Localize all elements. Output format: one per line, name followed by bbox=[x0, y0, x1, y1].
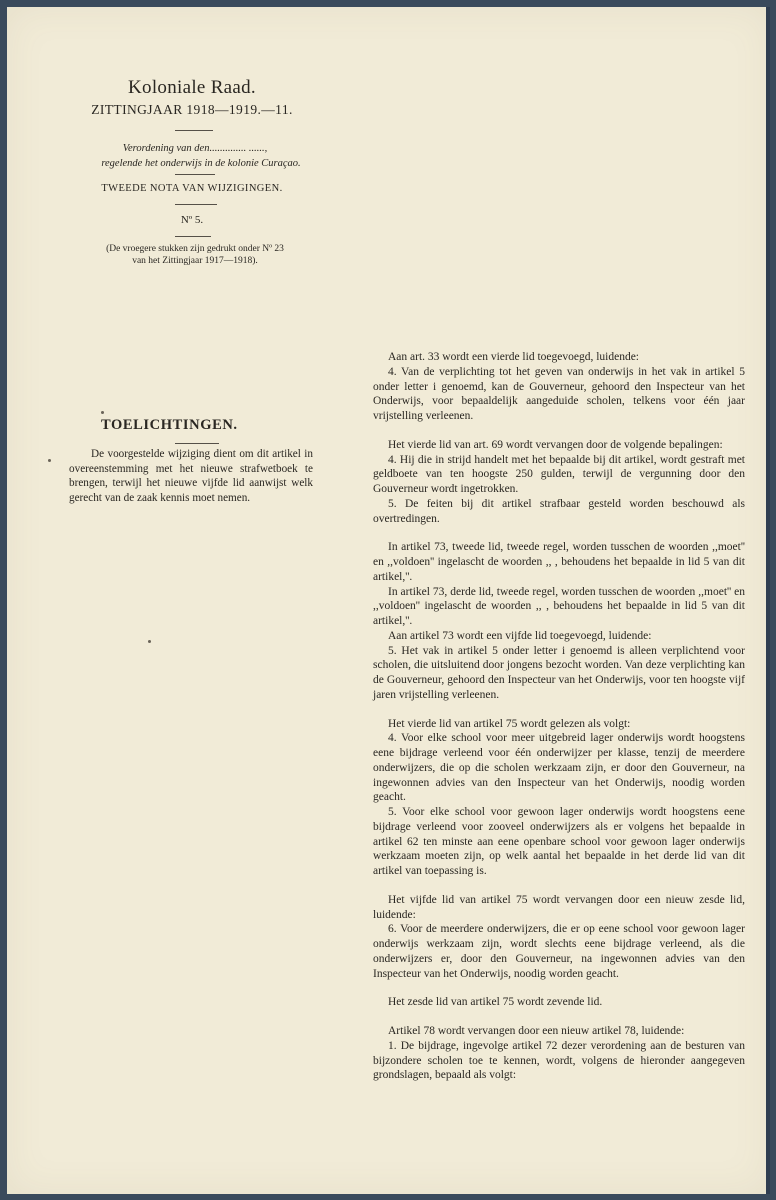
paragraph: Het zesde lid van artikel 75 wordt zevende lid. bbox=[388, 996, 603, 1009]
paragraph: Het vijfde lid van artikel 75 wordt vervangen door een nieuw zesde lid, luidende: bbox=[373, 893, 745, 921]
paragraph: 4. Van de verplichting tot het geven van onderwijs in het vak in artikel 5 onder letter i genoemd, kan de Gouverneur, gehoord den Inspecteur van het Onderwijs, voor bepaaldelijk aangeduide scholen, telkens voor één jaar vrijstelling verleenen. bbox=[373, 365, 745, 422]
paragraph: 5. De feiten bij dit artikel strafbaar gesteld worden beschouwd als overtredingen. bbox=[373, 497, 745, 525]
paragraph: 6. Voor de meerdere onderwijzers, die er op eene school voor gewoon lager onderwijs werkzaam zijn, wordt slechts eene bijdrage verleend, als die onderwijzers er, door den Gouverneur, na ingewonnen advies van den Inspecteur van het Onderwijs, noodig worden geacht. bbox=[373, 923, 745, 980]
nota-divider bbox=[175, 204, 217, 205]
earlier-documents-note bbox=[69, 243, 321, 267]
ink-speck bbox=[148, 640, 151, 643]
amendments-column bbox=[373, 350, 745, 1083]
paragraph: 1. De bijdrage, ingevolge artikel 72 dezer verordening aan de besturen van bijzondere scholen toe te kennen, wordt, volgens de hieronder aangegeven grondslagen, bepaald als volgt: bbox=[373, 1039, 745, 1082]
section-heading: TOELICHTINGEN. bbox=[101, 417, 238, 433]
paragraph: Artikel 78 wordt vervangen door een nieuw artikel 78, luidende: bbox=[388, 1025, 685, 1037]
paragraph: Aan artikel 73 wordt een vijfde lid toegevoegd, luidende: bbox=[388, 629, 652, 642]
paragraph: 5. Het vak in artikel 5 onder letter i genoemd is alleen verplichtend voor scholen, die uitsluitend door jongens bezocht worden. Van deze verplichting kan de Gouverneur, gehoord den Inspecteur van het Onderwijs, voor ten hoogste vijf jaren vrijstelling verleenen. bbox=[373, 644, 745, 701]
earlier-note-line-2: van het Zittingjaar 1917—1918). bbox=[132, 256, 258, 266]
ordinance-line-2: regelende het onderwijs in de kolonie Curaçao. bbox=[101, 158, 301, 169]
paragraph: In artikel 73, tweede lid, tweede regel, worden tusschen de woorden ,,moet'' en ,,voldoen'' ingelascht de woorden ,, , behoudens het bepaalde in lid 5 van dit artikel,''. bbox=[373, 541, 745, 583]
ordinance-line-1: Verordening van den.............. ......, bbox=[122, 143, 268, 154]
page-title: Koloniale Raad. bbox=[128, 77, 256, 98]
title-divider bbox=[175, 130, 213, 131]
paragraph: 4. Hij die in strijd handelt met het bepaalde bij dit artikel, wordt gestraft met geldboete van ten hoogste 250 gulden, terwijl de vergunning door den Gouverneur wordt ingetrokken. bbox=[373, 453, 745, 495]
document-number: Nº 5. bbox=[180, 214, 204, 226]
explanation-text: De voorgestelde wijziging dient om dit artikel in overeenstemming met het nieuwe strafwetboek te brengen, terwijl het nieuwe vijfde lid aanwijst welk gerecht van de zaak kennis moet nemen. bbox=[69, 448, 313, 504]
paragraph: 5. Voor elke school voor gewoon lager onderwijs wordt hoogstens eene bijdrage verleend voor zooveel onderwijzers als er volgens het bepaalde in artikel 62 ten minste aan eene openbare school voor gewoon lager onderwijs werkzaam moeten zijn, op welk aantal het bepaalde in het derde lid van dit artikel van toepassing is. bbox=[373, 806, 745, 877]
session-line: ZITTINGJAAR 1918—1919.—11. bbox=[91, 102, 293, 117]
paragraph: Het vierde lid van artikel 75 wordt gelezen als volgt: bbox=[388, 717, 631, 730]
number-divider bbox=[175, 236, 211, 237]
ordinance-divider bbox=[175, 174, 215, 175]
earlier-note-line-1: (De vroegere stukken zijn gedrukt onder Nº 23 bbox=[106, 244, 284, 254]
scan-edge-strip bbox=[766, 7, 770, 1194]
ink-speck bbox=[101, 411, 104, 414]
ordinance-title bbox=[69, 141, 321, 171]
paragraph: In artikel 73, derde lid, tweede regel, worden tusschen de woorden ,,moet'' en ,,voldoen'' ingelascht de woorden ,, , behoudens het bepaalde in lid 5 van dit artikel,''. bbox=[373, 585, 745, 627]
ink-speck bbox=[48, 459, 51, 462]
paragraph: Het vierde lid van art. 69 wordt vervangen door de volgende bepalingen: bbox=[388, 438, 723, 451]
paragraph: Aan art. 33 wordt een vierde lid toegevoegd, luidende: bbox=[388, 351, 640, 363]
document-page bbox=[7, 7, 770, 1194]
paragraph: 4. Voor elke school voor meer uitgebreid lager onderwijs wordt hoogstens eene bijdrage verleend voor één onderwijzer per klasse, tenzij de meerdere onderwijzers, die op die scholen werkzaam zijn, er door den Gouverneur, na ingewonnen advies van den Inspecteur van het Onderwijs, noodig worden geacht. bbox=[373, 732, 745, 804]
nota-heading: TWEEDE NOTA VAN WIJZIGINGEN. bbox=[101, 183, 283, 194]
heading-divider bbox=[175, 443, 219, 444]
